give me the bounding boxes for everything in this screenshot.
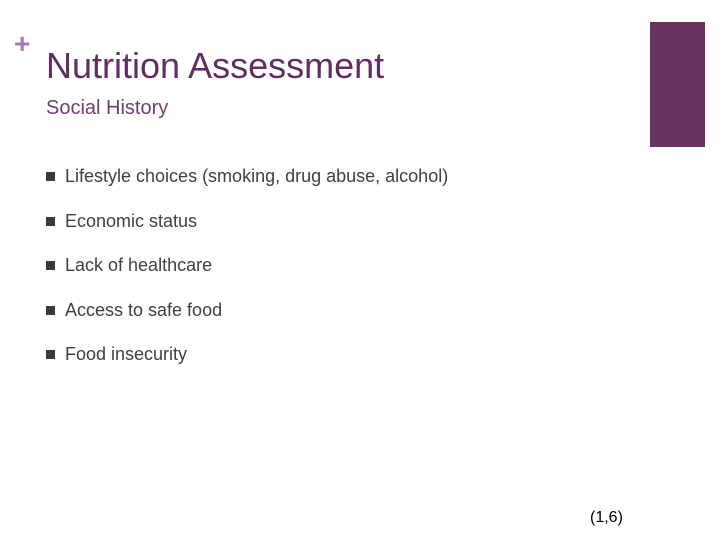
square-bullet-icon	[46, 172, 55, 181]
accent-bar	[650, 22, 705, 147]
bullet-text: Lack of healthcare	[65, 255, 213, 275]
bullet-item	[46, 209, 448, 254]
square-bullet-icon	[46, 306, 55, 315]
bullet-text: Access to safe food	[65, 299, 223, 320]
square-bullet-icon	[46, 261, 55, 270]
slide-subtitle: Social History	[46, 97, 169, 119]
bullet-item	[46, 164, 448, 209]
bullet-list	[46, 164, 448, 387]
square-bullet-icon	[46, 350, 55, 359]
bullet-item	[46, 253, 448, 298]
bullet-item	[46, 342, 448, 387]
slide-title: Nutrition Assessment	[46, 45, 385, 86]
plus-decoration: +	[14, 28, 31, 59]
bullet-item	[46, 298, 448, 343]
citation: (1,6)	[590, 509, 623, 526]
bullet-text: Food insecurity	[65, 344, 188, 364]
bullet-text: Economic status	[65, 210, 198, 231]
square-bullet-icon	[46, 217, 55, 226]
bullet-text: Lifestyle choices (smoking, drug abuse, alcohol)	[65, 166, 449, 186]
